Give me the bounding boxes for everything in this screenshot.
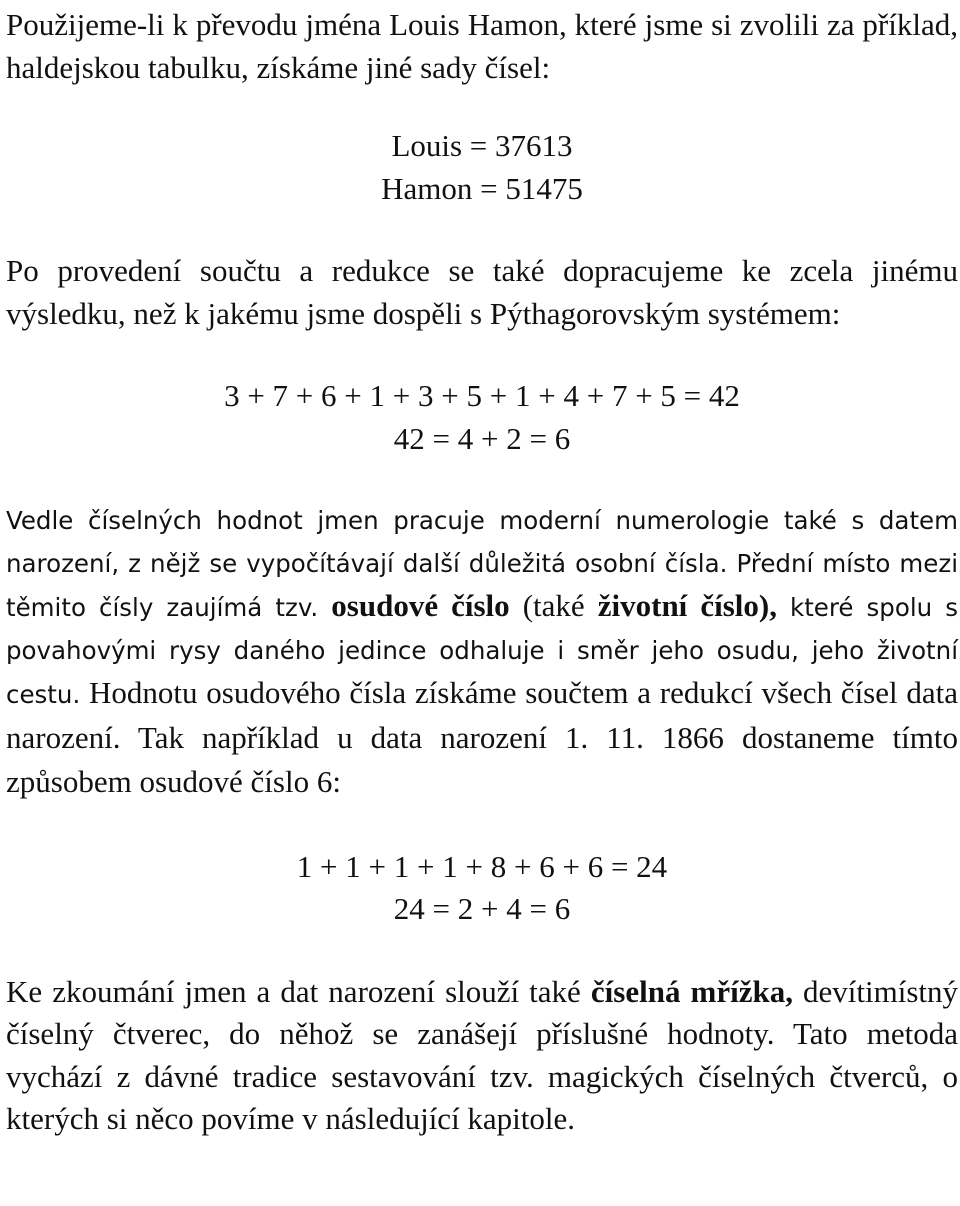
paragraph-text: Vedle číselných hodnot jmen pracuje moderní numerologie také s datem narození, z nějž se vypočítávají další důležitá osobní čísla. Přední místo mezi těmito čísly zaujímá tzv. bbox=[6, 506, 958, 622]
name-values bbox=[6, 125, 958, 210]
paragraph-text: Hodnotu osudového čísla získáme součtem a redukcí všech čísel data narození. Tak například u data narození 1. 11. 1866 dostaneme tímto způsobem osudové číslo 6: bbox=[6, 675, 958, 799]
paragraph-text: které spolu s povahovými rysy daného jedince odhaluje i směr jeho osudu, jeho životní cestu. bbox=[6, 593, 959, 709]
term-number-grid: číselná mřížka, bbox=[590, 973, 793, 1009]
name-value-louis: Louis = 37613 bbox=[391, 128, 573, 163]
name-value-hamon: Hamon = 51475 bbox=[381, 170, 583, 206]
paragraph-text: (také bbox=[522, 588, 585, 623]
paragraph-text: Ke zkoumání jmen a dat narození slouží také bbox=[6, 973, 581, 1009]
name-sum-calculation bbox=[6, 375, 958, 460]
paragraph-intro: Použijeme-li k převodu jména Louis Hamon, které jsme si zvolili za příklad, haldejskou tabulku, získáme jiné sady čísel: bbox=[6, 7, 958, 85]
sum-line: 3 + 7 + 6 + 1 + 3 + 5 + 1 + 4 + 7 + 5 = 42 bbox=[224, 378, 740, 413]
paragraph-number-grid bbox=[6, 971, 958, 1141]
birthdate-sum-calculation bbox=[6, 846, 958, 931]
paragraph-text: devítimístný číselný čtverec, do něhož se zanášejí příslušné hodnoty. Tato metoda vychází z dávné tradice sestavování tzv. magických číselných čtverců, o kterých si něco povíme v následující kapitole. bbox=[6, 973, 959, 1136]
reduction-line: 42 = 4 + 2 = 6 bbox=[393, 420, 571, 456]
reduction-line: 24 = 2 + 4 = 6 bbox=[393, 891, 571, 926]
term-life-number: životní číslo), bbox=[597, 588, 777, 623]
paragraph-destiny-number bbox=[6, 500, 958, 806]
paragraph-reduction: Po provedení součtu a redukce se také dopracujeme ke zcela jinému výsledku, než k jakému jsme dospěli s Pýthagorovským systémem: bbox=[6, 253, 958, 331]
term-destiny-number: osudové číslo bbox=[331, 588, 510, 623]
sum-line: 1 + 1 + 1 + 1 + 8 + 6 + 6 = 24 bbox=[296, 848, 668, 884]
